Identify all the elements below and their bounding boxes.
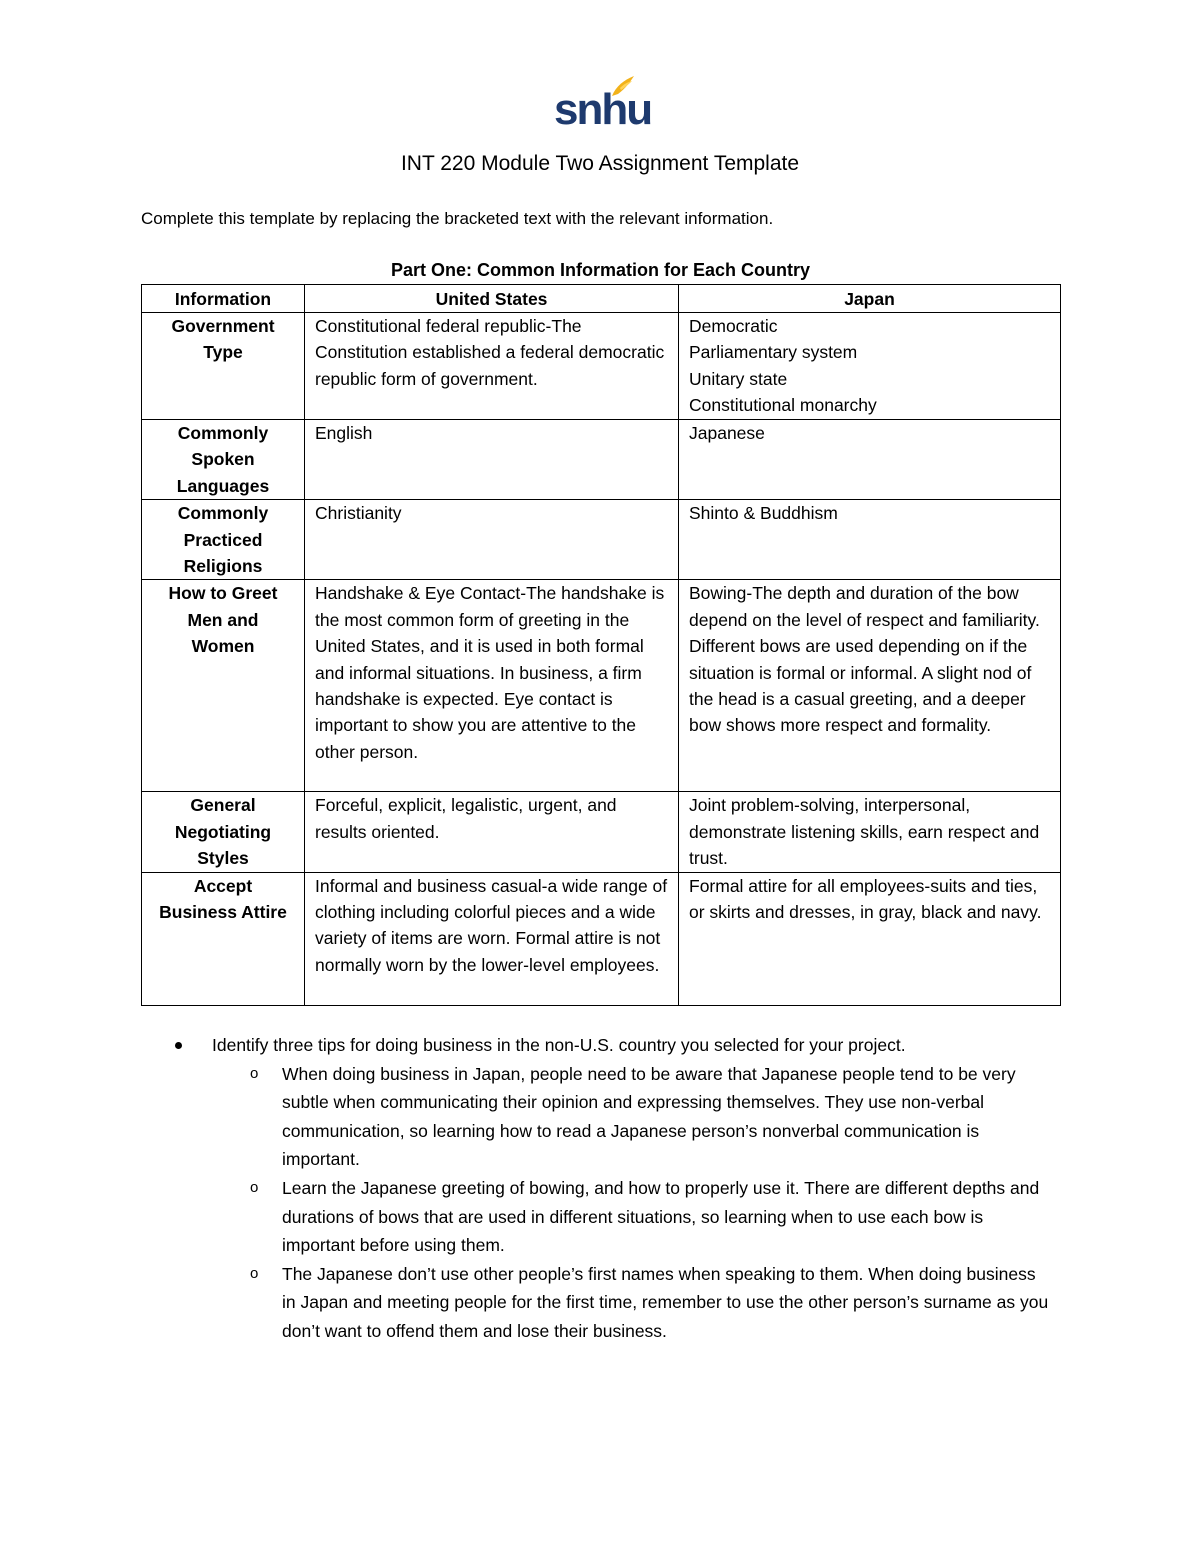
table-row — [142, 580, 1061, 792]
table-row — [142, 872, 1061, 1005]
us-cell: Forceful, explicit, legalistic, urgent, and results oriented. — [305, 792, 679, 872]
business-tips — [0, 1031, 1200, 1346]
row-label: How to Greet Men and Women — [142, 580, 305, 792]
row-label: Commonly Practiced Religions — [142, 500, 305, 580]
part-one-title: Part One: Common Information for Each Country — [390, 260, 811, 280]
bullet-item — [0, 1031, 1200, 1060]
tip-text: Learn the Japanese greeting of bowing, and how to properly use it. There are different depths and durations of bows that are used in different situations, so learning when to use each bow is important before using them. — [282, 1177, 1040, 1256]
sub-bullet-marker: o — [250, 1064, 259, 1082]
japan-cell: Bowing-The depth and duration of the bow depend on the level of respect and familiarity. Different bows are used depending on if the situation is formal or informal. A slight nod of the head is a casual greeting, and a deeper bow shows more respect and formality. — [679, 580, 1061, 792]
tip-text: When doing business in Japan, people need to be aware that Japanese people tend to be very subtle when communicating their opinion and expressing themselves. They use non-verbal communication, so learning how to read a Japanese person’s nonverbal communication is important. — [282, 1063, 1016, 1170]
japan-cell: Joint problem-solving, interpersonal, demonstrate listening skills, earn respect and trust. — [679, 792, 1061, 872]
sub-bullet-marker: o — [250, 1178, 259, 1196]
country-info-table — [141, 284, 1061, 1006]
header-united-states: United States — [305, 285, 679, 313]
tip-text: The Japanese don’t use other people’s first names when speaking to them. When doing business in Japan and meeting people for the first time, remember to use the other person’s surname as you don’t want to offend them and lose their business. — [282, 1263, 1049, 1341]
japan-cell: Shinto & Buddhism — [679, 500, 1061, 580]
us-cell: Informal and business casual-a wide range of clothing including colorful pieces and a wide variety of items are worn. Formal attire is not normally worn by the lower-level employees. — [305, 872, 679, 1005]
flame-icon — [610, 74, 636, 98]
japan-cell: Japanese — [679, 420, 1061, 500]
us-cell: Christianity — [305, 500, 679, 580]
intro-text: Complete this template by replacing the bracketed text with the relevant information. — [141, 209, 774, 228]
us-cell: Handshake & Eye Contact-The handshake is the most common form of greeting in the United States, and it is used in both formal and informal situations. In business, a firm handshake is expected. Eye contact is important to show you are attentive to the other person. — [305, 580, 679, 792]
japan-cell: Democratic Parliamentary system Unitary state Constitutional monarchy — [679, 313, 1061, 420]
table-header-row — [142, 285, 1061, 313]
header-information: Information — [142, 285, 305, 313]
us-cell: Constitutional federal republic-The Constitution established a federal democratic republic form of government. — [305, 313, 679, 420]
bullet-dot-icon — [175, 1042, 182, 1049]
snhu-logo — [554, 74, 652, 134]
table-row — [142, 420, 1061, 500]
us-cell: English — [305, 420, 679, 500]
table-row — [142, 792, 1061, 872]
tip-item — [0, 1174, 1052, 1260]
tip-item — [0, 1060, 1052, 1174]
bullet-text: Identify three tips for doing business in the non-U.S. country you selected for your project. — [212, 1035, 906, 1055]
sub-bullet-marker: o — [250, 1264, 259, 1282]
japan-cell: Formal attire for all employees-suits and ties, or skirts and dresses, in gray, black and navy. — [679, 872, 1061, 1005]
header-japan: Japan — [679, 285, 1061, 313]
row-label: Government Type — [142, 313, 305, 420]
row-label: Accept Business Attire — [142, 872, 305, 1005]
tip-item — [0, 1260, 1052, 1346]
table-row — [142, 500, 1061, 580]
table-row — [142, 313, 1061, 420]
row-label: Commonly Spoken Languages — [142, 420, 305, 500]
row-label: General Negotiating Styles — [142, 792, 305, 872]
logo-text: snhu — [554, 85, 652, 134]
page-title: INT 220 Module Two Assignment Template — [400, 152, 800, 175]
